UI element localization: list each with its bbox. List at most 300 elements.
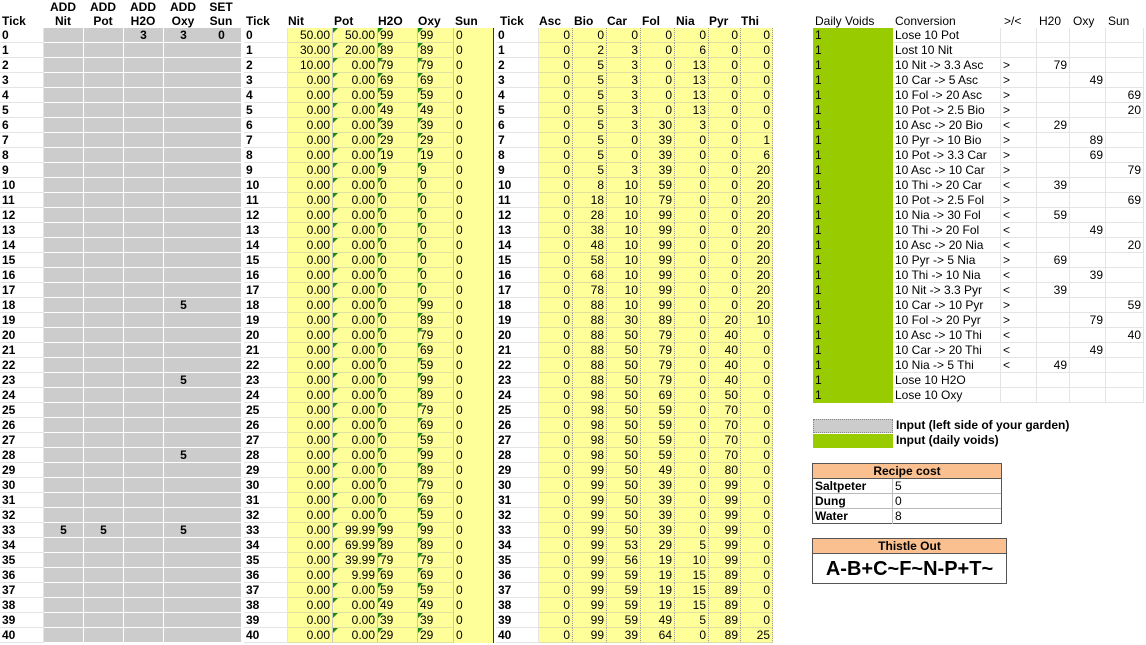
input-cell[interactable] — [202, 298, 242, 313]
input-cell[interactable] — [84, 193, 124, 208]
tick-cell: 19 — [496, 313, 539, 328]
input-cell[interactable] — [164, 358, 204, 373]
vitamin-cell: 0 — [741, 418, 773, 433]
input-cell[interactable] — [202, 553, 242, 568]
tick-cell: 23 — [244, 373, 288, 388]
input-cell[interactable] — [124, 583, 164, 598]
vitamin-cell: 0 — [741, 43, 773, 58]
input-cell[interactable] — [202, 523, 242, 538]
tick-cell: 8 — [0, 148, 44, 163]
daily-void-cell[interactable]: 1 — [813, 58, 893, 73]
vitamin-cell: 20 — [741, 283, 773, 298]
input-cell[interactable] — [124, 358, 164, 373]
input-cell[interactable] — [124, 148, 164, 163]
input-cell[interactable] — [124, 568, 164, 583]
tick-cell: 0 — [244, 28, 288, 43]
input-cell[interactable] — [164, 343, 204, 358]
input-cell[interactable] — [164, 583, 204, 598]
vitamin-cell: 89 — [709, 583, 741, 598]
saltpeter-value[interactable]: 5 — [893, 479, 1001, 494]
vitamin-cell: 89 — [641, 313, 675, 328]
input-cell[interactable] — [164, 238, 204, 253]
vitamin-cell: 10 — [607, 223, 641, 238]
input-cell[interactable] — [124, 163, 164, 178]
input-cell[interactable] — [84, 118, 124, 133]
input-cell[interactable] — [44, 103, 84, 118]
input-cell[interactable] — [44, 58, 84, 73]
input-cell[interactable] — [44, 148, 84, 163]
input-cell[interactable] — [164, 103, 204, 118]
input-cell[interactable] — [84, 223, 124, 238]
input-cell[interactable] — [202, 463, 242, 478]
input-cell[interactable] — [164, 433, 204, 448]
input-cell[interactable] — [164, 568, 204, 583]
daily-void-cell[interactable]: 1 — [813, 103, 893, 118]
input-cell[interactable] — [44, 313, 84, 328]
vitamin-cell: 40 — [709, 358, 741, 373]
input-cell[interactable] — [84, 553, 124, 568]
daily-void-cell[interactable]: 1 — [813, 178, 893, 193]
input-cell[interactable] — [164, 43, 204, 58]
daily-void-cell[interactable]: 1 — [813, 388, 893, 403]
daily-void-cell[interactable]: 1 — [813, 223, 893, 238]
input-cell[interactable] — [124, 478, 164, 493]
input-cell[interactable]: 5 — [44, 523, 84, 538]
input-cell[interactable] — [44, 73, 84, 88]
vitamin-cell: 10 — [607, 178, 641, 193]
input-cell[interactable] — [164, 58, 204, 73]
input-cell[interactable] — [124, 103, 164, 118]
daily-void-cell[interactable]: 1 — [813, 163, 893, 178]
add-nit-header: ADD — [50, 0, 76, 14]
input-cell[interactable] — [202, 433, 242, 448]
input-cell[interactable] — [164, 223, 204, 238]
input-cell[interactable] — [44, 463, 84, 478]
input-cell[interactable] — [124, 628, 164, 643]
input-cell[interactable]: 5 — [164, 373, 204, 388]
vitamin-cell: 3 — [607, 73, 641, 88]
input-cell[interactable] — [84, 613, 124, 628]
input-cell[interactable] — [164, 118, 204, 133]
tick-cell: 27 — [496, 433, 539, 448]
input-cell[interactable] — [44, 88, 84, 103]
h2o-threshold-cell — [1037, 238, 1070, 253]
input-cell[interactable] — [202, 163, 242, 178]
input-cell[interactable] — [44, 388, 84, 403]
daily-void-cell[interactable]: 1 — [813, 253, 893, 268]
formula-marker-icon — [378, 448, 383, 453]
input-cell[interactable] — [124, 388, 164, 403]
nutrient-cell: 0.00 — [288, 208, 333, 223]
daily-void-cell[interactable]: 1 — [813, 373, 893, 388]
input-cell[interactable] — [164, 73, 204, 88]
input-cell[interactable] — [84, 148, 124, 163]
input-cell[interactable] — [84, 583, 124, 598]
input-cell[interactable] — [124, 208, 164, 223]
input-cell[interactable] — [44, 433, 84, 448]
input-cell[interactable] — [164, 538, 204, 553]
input-cell[interactable] — [44, 448, 84, 463]
input-cell[interactable] — [124, 298, 164, 313]
input-cell[interactable] — [124, 538, 164, 553]
input-cell[interactable] — [44, 598, 84, 613]
input-cell[interactable] — [84, 283, 124, 298]
input-cell[interactable] — [202, 133, 242, 148]
input-cell[interactable] — [84, 88, 124, 103]
input-cell[interactable] — [164, 208, 204, 223]
water-value[interactable]: 8 — [895, 509, 902, 523]
nutrient-cell: 0 — [418, 268, 454, 283]
input-cell[interactable] — [44, 553, 84, 568]
input-cell[interactable] — [84, 373, 124, 388]
input-cell[interactable] — [124, 133, 164, 148]
input-cell[interactable] — [202, 313, 242, 328]
input-cell[interactable] — [202, 373, 242, 388]
input-cell[interactable] — [44, 208, 84, 223]
input-cell[interactable] — [44, 43, 84, 58]
input-cell[interactable] — [202, 508, 242, 523]
input-cell[interactable] — [202, 223, 242, 238]
tick-cell: 11 — [496, 193, 539, 208]
input-cell[interactable] — [44, 418, 84, 433]
oxy-threshold-cell: 49 — [1070, 223, 1106, 238]
formula-marker-icon — [333, 103, 338, 108]
input-cell[interactable]: 3 — [124, 28, 164, 43]
input-cell[interactable] — [164, 328, 204, 343]
input-cell[interactable] — [124, 418, 164, 433]
daily-void-cell[interactable]: 1 — [813, 133, 893, 148]
nutrient-cell: 0 — [454, 328, 494, 343]
input-cell[interactable] — [164, 478, 204, 493]
input-cell[interactable] — [202, 268, 242, 283]
input-cell[interactable] — [202, 238, 242, 253]
input-cell[interactable] — [202, 118, 242, 133]
input-cell[interactable] — [202, 493, 242, 508]
formula-marker-icon — [418, 583, 423, 588]
daily-void-cell[interactable]: 1 — [813, 343, 893, 358]
vitamin-cell: 5 — [573, 118, 607, 133]
daily-void-cell[interactable]: 1 — [813, 148, 893, 163]
input-cell[interactable] — [124, 613, 164, 628]
input-cell[interactable] — [202, 73, 242, 88]
input-cell[interactable] — [164, 268, 204, 283]
nutrient-cell: 0.00 — [288, 103, 333, 118]
input-cell[interactable] — [44, 583, 84, 598]
input-cell[interactable] — [124, 253, 164, 268]
input-cell[interactable] — [124, 178, 164, 193]
input-cell[interactable] — [124, 328, 164, 343]
input-cell[interactable] — [124, 523, 164, 538]
input-cell[interactable] — [164, 253, 204, 268]
input-cell[interactable] — [124, 268, 164, 283]
saltpeter-label: Saltpeter — [813, 479, 893, 494]
input-cell[interactable] — [84, 628, 124, 643]
input-cell[interactable] — [124, 448, 164, 463]
daily-void-cell[interactable]: 1 — [813, 43, 893, 58]
input-cell[interactable] — [84, 478, 124, 493]
dung-label: Dung — [813, 494, 893, 509]
input-cell[interactable]: 5 — [164, 523, 204, 538]
input-cell[interactable] — [164, 283, 204, 298]
input-cell[interactable] — [202, 568, 242, 583]
input-cell[interactable] — [84, 418, 124, 433]
input-cell[interactable] — [124, 283, 164, 298]
tick-cell: 12 — [0, 208, 44, 223]
input-cell[interactable]: 5 — [164, 298, 204, 313]
input-cell[interactable] — [84, 298, 124, 313]
input-cell[interactable] — [44, 343, 84, 358]
input-cell[interactable] — [44, 253, 84, 268]
input-cell[interactable] — [44, 373, 84, 388]
vitamin-cell: 99 — [641, 208, 675, 223]
daily-void-cell[interactable]: 1 — [813, 313, 893, 328]
nutrient-cell: 0.00 — [288, 493, 333, 508]
input-cell[interactable]: 5 — [164, 448, 204, 463]
input-cell[interactable] — [202, 343, 242, 358]
input-cell[interactable] — [84, 538, 124, 553]
input-cell[interactable] — [124, 313, 164, 328]
daily-void-cell[interactable]: 1 — [813, 358, 893, 373]
input-cell[interactable] — [202, 538, 242, 553]
daily-void-cell[interactable]: 1 — [813, 118, 893, 133]
input-cell[interactable] — [164, 493, 204, 508]
cmp-header: >/< — [1004, 14, 1022, 28]
input-cell[interactable] — [124, 73, 164, 88]
input-cell[interactable] — [44, 613, 84, 628]
input-cell[interactable] — [202, 58, 242, 73]
input-cell[interactable] — [84, 163, 124, 178]
vitamin-cell: 0 — [539, 388, 573, 403]
input-cell[interactable] — [124, 493, 164, 508]
input-cell[interactable] — [164, 553, 204, 568]
input-cell[interactable] — [84, 133, 124, 148]
input-cell[interactable] — [124, 553, 164, 568]
vitamin-cell: 0 — [641, 88, 675, 103]
input-cell[interactable] — [164, 313, 204, 328]
input-cell[interactable] — [44, 358, 84, 373]
daily-void-cell[interactable]: 1 — [813, 73, 893, 88]
nutrient-cell: 0 — [454, 553, 494, 568]
input-cell[interactable] — [202, 103, 242, 118]
input-cell[interactable] — [44, 298, 84, 313]
daily-void-cell[interactable]: 1 — [813, 88, 893, 103]
input-cell[interactable]: 0 — [202, 28, 242, 43]
vitamin-cell: 50 — [607, 493, 641, 508]
input-cell[interactable] — [44, 223, 84, 238]
add-h2o-header: ADD — [130, 0, 156, 14]
input-cell[interactable] — [84, 43, 124, 58]
input-cell[interactable] — [124, 508, 164, 523]
input-cell[interactable] — [124, 433, 164, 448]
vitamin-cell: 79 — [641, 328, 675, 343]
input-cell[interactable] — [124, 118, 164, 133]
oxy-threshold-cell — [1070, 358, 1106, 373]
input-cell[interactable] — [44, 268, 84, 283]
input-cell[interactable] — [84, 328, 124, 343]
nutrient-cell: 0.00 — [288, 358, 333, 373]
input-cell[interactable] — [202, 598, 242, 613]
vitamin-cell: 3 — [607, 43, 641, 58]
input-cell[interactable] — [44, 28, 84, 43]
input-cell[interactable] — [164, 403, 204, 418]
input-cell[interactable] — [84, 508, 124, 523]
vitamin-cell: 88 — [573, 358, 607, 373]
vitamin-cell: 38 — [573, 223, 607, 238]
daily-void-cell[interactable]: 1 — [813, 28, 893, 43]
input-cell[interactable] — [44, 493, 84, 508]
input-cell[interactable] — [84, 568, 124, 583]
input-cell[interactable] — [124, 88, 164, 103]
input-cell[interactable] — [202, 88, 242, 103]
input-cell[interactable] — [202, 43, 242, 58]
formula-marker-icon — [333, 328, 338, 333]
input-cell[interactable] — [202, 418, 242, 433]
formula-marker-icon — [333, 343, 338, 348]
input-cell[interactable] — [202, 283, 242, 298]
input-cell[interactable] — [202, 448, 242, 463]
input-cell[interactable] — [84, 358, 124, 373]
input-cell[interactable] — [202, 208, 242, 223]
formula-marker-icon — [333, 313, 338, 318]
tick-cell: 18 — [244, 298, 288, 313]
input-cell[interactable] — [202, 178, 242, 193]
input-cell[interactable] — [202, 148, 242, 163]
dung-value[interactable]: 0 — [893, 494, 1001, 509]
daily-void-cell[interactable]: 1 — [813, 238, 893, 253]
input-cell[interactable] — [124, 223, 164, 238]
daily-void-cell[interactable]: 1 — [813, 193, 893, 208]
input-cell[interactable] — [124, 463, 164, 478]
input-cell[interactable] — [164, 133, 204, 148]
nutrient-cell: 0.00 — [333, 418, 378, 433]
daily-void-cell[interactable]: 1 — [813, 268, 893, 283]
vitamin-cell: 0 — [539, 433, 573, 448]
input-cell[interactable] — [84, 463, 124, 478]
input-cell[interactable] — [202, 628, 242, 643]
input-cell[interactable] — [202, 253, 242, 268]
input-cell[interactable] — [202, 613, 242, 628]
conversion-cell: Lose 10 Pot — [893, 28, 1001, 43]
input-cell[interactable] — [124, 43, 164, 58]
input-cell[interactable] — [84, 238, 124, 253]
input-cell[interactable] — [124, 58, 164, 73]
input-cell[interactable] — [84, 493, 124, 508]
input-cell[interactable] — [84, 103, 124, 118]
input-cell[interactable] — [124, 343, 164, 358]
input-cell[interactable] — [44, 403, 84, 418]
input-cell[interactable] — [202, 388, 242, 403]
input-cell[interactable] — [84, 448, 124, 463]
input-cell[interactable] — [44, 283, 84, 298]
input-cell[interactable] — [84, 388, 124, 403]
vitamin-cell: 0 — [741, 583, 773, 598]
vitamin-cell: 64 — [641, 628, 675, 643]
vitamin-cell: 0 — [539, 163, 573, 178]
input-cell[interactable] — [124, 193, 164, 208]
oxy-threshold-cell — [1070, 178, 1106, 193]
input-cell[interactable] — [44, 478, 84, 493]
table-row — [0, 148, 1146, 163]
input-cell[interactable] — [44, 133, 84, 148]
input-cell[interactable] — [84, 313, 124, 328]
input-cell[interactable] — [44, 328, 84, 343]
input-cell[interactable] — [44, 238, 84, 253]
input-cell[interactable] — [202, 328, 242, 343]
daily-void-cell[interactable]: 1 — [813, 328, 893, 343]
oxy-threshold-cell: 39 — [1070, 268, 1106, 283]
input-cell[interactable] — [84, 73, 124, 88]
car-header: Car — [607, 14, 628, 28]
input-cell[interactable] — [84, 58, 124, 73]
vitamin-cell: 0 — [741, 508, 773, 523]
input-cell[interactable] — [164, 88, 204, 103]
input-cell[interactable] — [84, 253, 124, 268]
vitamin-cell: 0 — [741, 448, 773, 463]
input-cell[interactable] — [164, 388, 204, 403]
input-cell[interactable] — [44, 163, 84, 178]
input-cell[interactable] — [164, 628, 204, 643]
input-cell[interactable] — [164, 598, 204, 613]
vitamin-cell: 0 — [675, 133, 709, 148]
input-cell[interactable] — [164, 418, 204, 433]
input-cell[interactable] — [202, 358, 242, 373]
input-cell[interactable] — [84, 403, 124, 418]
input-cell[interactable] — [84, 343, 124, 358]
input-cell[interactable] — [164, 148, 204, 163]
input-cell[interactable] — [202, 583, 242, 598]
input-cell[interactable] — [202, 478, 242, 493]
input-cell[interactable] — [84, 178, 124, 193]
input-cell[interactable] — [84, 433, 124, 448]
input-cell[interactable] — [44, 568, 84, 583]
input-cell[interactable]: 3 — [164, 28, 204, 43]
conversion-cell: 10 Pot -> 3.3 Car — [893, 148, 1001, 163]
nutrient-cell: 0 — [378, 478, 418, 493]
formula-marker-icon — [418, 103, 423, 108]
input-cell[interactable] — [44, 118, 84, 133]
h2o-threshold-cell — [1037, 133, 1070, 148]
input-cell[interactable] — [44, 508, 84, 523]
input-cell[interactable] — [164, 178, 204, 193]
input-cell[interactable] — [164, 193, 204, 208]
vitamin-cell: 0 — [675, 373, 709, 388]
input-cell[interactable] — [202, 193, 242, 208]
input-cell[interactable] — [44, 178, 84, 193]
daily-void-cell[interactable]: 1 — [813, 283, 893, 298]
daily-void-cell[interactable]: 1 — [813, 298, 893, 313]
nutrient-cell: 39 — [378, 118, 418, 133]
input-cell[interactable] — [124, 403, 164, 418]
input-cell[interactable] — [164, 163, 204, 178]
input-cell[interactable] — [84, 208, 124, 223]
nutrient-cell: 0 — [454, 163, 494, 178]
input-cell[interactable] — [164, 463, 204, 478]
input-cell[interactable] — [44, 538, 84, 553]
input-cell[interactable] — [84, 598, 124, 613]
input-cell[interactable] — [164, 613, 204, 628]
input-cell[interactable] — [84, 28, 124, 43]
input-cell[interactable] — [202, 403, 242, 418]
input-cell[interactable] — [124, 598, 164, 613]
input-cell[interactable] — [124, 373, 164, 388]
input-cell[interactable] — [84, 268, 124, 283]
input-cell[interactable] — [124, 238, 164, 253]
input-cell[interactable] — [164, 508, 204, 523]
input-cell[interactable]: 5 — [84, 523, 124, 538]
input-cell[interactable] — [44, 628, 84, 643]
daily-void-cell[interactable]: 1 — [813, 208, 893, 223]
input-cell[interactable] — [44, 193, 84, 208]
